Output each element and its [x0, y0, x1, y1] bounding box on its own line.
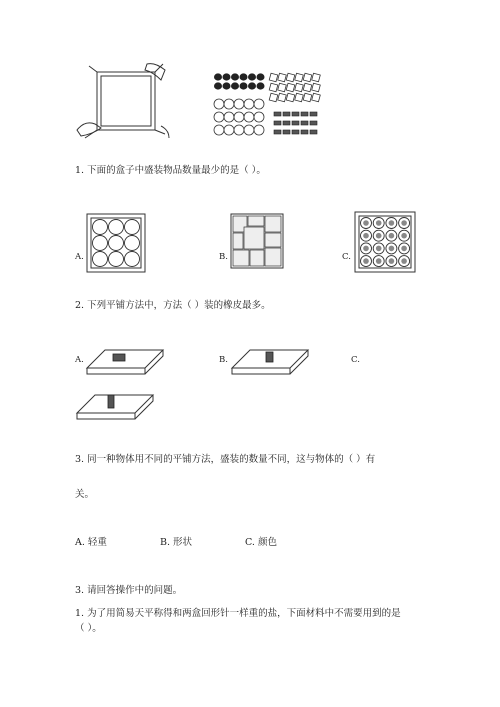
ball-piece [214, 125, 224, 135]
ball-piece [214, 112, 224, 122]
eraser-piece [283, 112, 290, 116]
eraser-piece [283, 130, 290, 134]
q1-box-a-balls [87, 214, 147, 274]
cube-piece [269, 73, 278, 82]
ring-hole [376, 246, 382, 252]
eraser-piece [292, 121, 299, 125]
ball-piece [109, 252, 124, 267]
cube-piece [312, 83, 321, 92]
box-hands-illustration [75, 60, 170, 140]
cap-piece [240, 73, 248, 80]
ring-hole [376, 233, 382, 239]
ring-hole [363, 220, 369, 226]
ball-piece [125, 252, 140, 267]
ring-hole [376, 220, 382, 226]
eraser-piece [310, 130, 317, 134]
eraser-piece [283, 121, 290, 125]
cap-piece [231, 73, 239, 80]
question-4-line-1: 1. 为了用简易天平称得和两盒回形针一样重的盐，下面材料中不需要用到的是 [75, 608, 401, 619]
cap-piece [257, 82, 265, 89]
ball-piece [234, 112, 244, 122]
q1-option-b-label: B. [219, 252, 228, 262]
brick-piece [265, 233, 281, 247]
ball-piece [254, 112, 264, 122]
ring-hole [401, 220, 407, 226]
ball-piece [109, 236, 124, 251]
ball-piece [244, 125, 254, 135]
ball-piece [254, 125, 264, 135]
eraser-piece [274, 130, 281, 134]
q1-option-c-label: C. [342, 252, 351, 262]
ring-hole [363, 233, 369, 239]
brick-piece [233, 250, 249, 266]
cube-piece [303, 73, 312, 82]
ring-hole [401, 233, 407, 239]
ball-piece [224, 99, 234, 109]
objects-piles-illustration [212, 72, 327, 142]
cube-piece [278, 73, 287, 82]
brick-piece [265, 248, 281, 266]
ring-hole [389, 258, 395, 264]
ring-hole [401, 258, 407, 264]
cube-piece [286, 73, 295, 82]
eraser-piece [292, 112, 299, 116]
ring-hole [389, 233, 395, 239]
q3-option-a: A. 轻重 [75, 537, 107, 548]
q2-option-c-label: C. [351, 355, 360, 365]
section-title: 3. 请回答操作中的问题。 [75, 585, 183, 596]
q2-option-a-label: A. [75, 355, 84, 365]
question-3-line-1: 3. 同一种物体用不同的平铺方法，盛装的数量不同，这与物体的（ ）有 [75, 454, 376, 465]
cap-piece [257, 73, 265, 80]
eraser-piece [274, 121, 281, 125]
cube-piece [295, 83, 304, 92]
cube-piece [303, 83, 312, 92]
ball-piece [244, 99, 254, 109]
ball-piece [125, 220, 140, 235]
cube-piece [269, 83, 278, 92]
cap-piece [240, 82, 248, 89]
ball-piece [93, 220, 108, 235]
ball-piece [234, 99, 244, 109]
cap-piece [214, 82, 222, 89]
cap-piece [248, 82, 256, 89]
ball-piece [244, 112, 254, 122]
eraser-piece [292, 130, 299, 134]
eraser-piece [310, 121, 317, 125]
eraser-piece [310, 112, 317, 116]
brick-piece [248, 216, 264, 226]
ball-piece [254, 99, 264, 109]
ring-hole [401, 246, 407, 252]
q2-tray-c [75, 393, 155, 423]
cube-piece [295, 73, 304, 82]
ring-hole [363, 246, 369, 252]
ball-piece [214, 99, 224, 109]
ring-hole [363, 258, 369, 264]
brick-piece [250, 250, 264, 266]
q3-option-b: B. 形状 [160, 537, 193, 548]
q2-tray-b [230, 348, 310, 378]
q2-tray-a [85, 348, 165, 378]
brick-piece [265, 216, 281, 232]
cap-piece [231, 82, 239, 89]
eraser-piece [301, 121, 308, 125]
question-4-line-2: （ ）。 [75, 623, 102, 634]
question-1: 1. 下面的盒子中盛装物品数量最少的是（ ）。 [75, 165, 266, 176]
ball-piece [234, 125, 244, 135]
ball-piece [224, 112, 234, 122]
brick-piece [244, 227, 264, 249]
q1-box-b-bricks [231, 214, 286, 271]
brick-piece [233, 233, 243, 249]
ring-hole [389, 220, 395, 226]
ball-piece [224, 125, 234, 135]
cube-piece [278, 93, 287, 102]
q2-option-b-label: B. [219, 355, 228, 365]
q1-box-c-rings [355, 212, 417, 274]
ball-piece [109, 220, 124, 235]
cap-piece [223, 82, 231, 89]
cube-piece [286, 93, 295, 102]
ring-hole [376, 258, 382, 264]
cube-piece [286, 83, 295, 92]
ball-piece [125, 236, 140, 251]
cap-piece [223, 73, 231, 80]
eraser-piece [274, 112, 281, 116]
question-2: 2. 下列平铺方法中，方法（ ）装的橡皮最多。 [75, 300, 271, 311]
cube-piece [312, 93, 321, 102]
cube-piece [278, 83, 287, 92]
cube-piece [295, 93, 304, 102]
q3-option-c: C. 颜色 [245, 537, 277, 548]
q1-option-a-label: A. [75, 252, 84, 262]
cube-piece [312, 73, 321, 82]
eraser-piece [301, 130, 308, 134]
ball-piece [93, 252, 108, 267]
question-3-line-2: 关。 [75, 489, 95, 500]
cube-piece [269, 93, 278, 102]
eraser-piece [301, 112, 308, 116]
cube-piece [303, 93, 312, 102]
ring-hole [389, 246, 395, 252]
ball-piece [93, 236, 108, 251]
cap-piece [248, 73, 256, 80]
cap-piece [214, 73, 222, 80]
